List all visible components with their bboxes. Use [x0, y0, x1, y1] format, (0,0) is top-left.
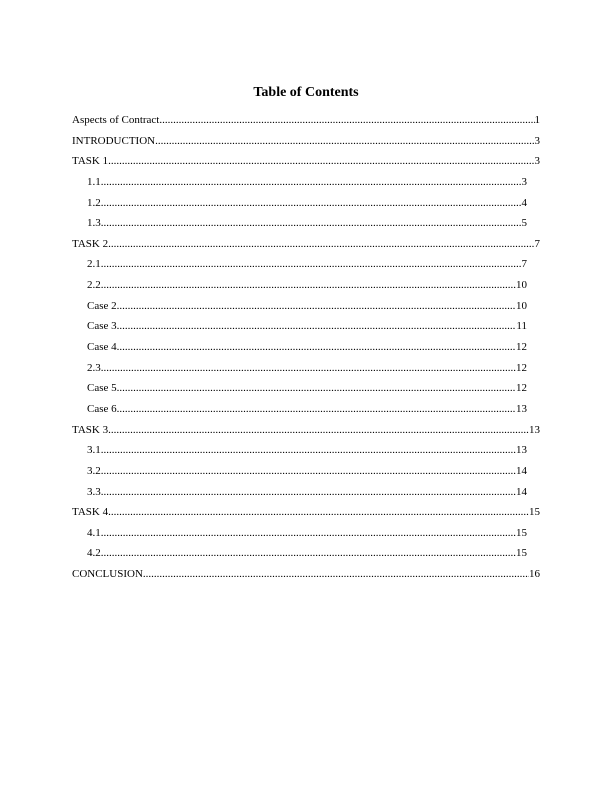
toc-entry[interactable]: [87, 216, 527, 237]
toc-entry-label: 3.2: [87, 464, 101, 477]
toc-entry[interactable]: [87, 319, 527, 340]
toc-entry[interactable]: [87, 402, 527, 423]
toc-entry-page-number: 13: [516, 444, 527, 457]
toc-dot-leader: [101, 196, 522, 210]
toc-entry-label: 1.3: [87, 217, 101, 230]
toc-entry[interactable]: [87, 361, 527, 382]
toc-entry-page-number: 16: [529, 568, 540, 581]
toc-entry-label: Case 5: [87, 382, 117, 395]
toc-entry-label: 2.1: [87, 258, 101, 271]
toc-entry-label: TASK 4: [72, 506, 109, 519]
toc-entry-page-number: 10: [516, 279, 527, 292]
toc-entry-page-number: 3: [534, 155, 540, 168]
toc-entry-label: 2.2: [87, 279, 101, 292]
toc-entry[interactable]: [87, 257, 527, 278]
toc-dot-leader: [108, 154, 534, 168]
toc-entry-label: Case 3: [87, 320, 117, 333]
toc-dot-leader: [117, 402, 516, 416]
toc-entry-label: 3.3: [87, 485, 101, 498]
toc-dot-leader: [117, 299, 516, 313]
toc-entry-page-number: 12: [516, 382, 527, 395]
toc-entry[interactable]: [87, 299, 527, 320]
toc-entry[interactable]: [87, 485, 527, 506]
toc-entry-label: TASK 1: [72, 155, 109, 168]
toc-entry[interactable]: [87, 526, 527, 547]
toc-entry-page-number: 13: [529, 423, 540, 436]
toc-entry-page-number: 11: [516, 320, 527, 333]
toc-entry[interactable]: [87, 196, 527, 217]
toc-entry[interactable]: [72, 237, 540, 258]
toc-entry-label: Case 6: [87, 402, 117, 415]
toc-entry-label: 3.1: [87, 444, 101, 457]
toc-entry[interactable]: [72, 567, 540, 588]
toc-entry-page-number: 1: [534, 114, 540, 126]
toc-entry-page-number: 12: [516, 341, 527, 354]
toc-dot-leader: [159, 113, 534, 127]
toc-entry-page-number: 3: [534, 134, 540, 147]
toc-dot-leader: [101, 464, 516, 478]
toc-entry[interactable]: [87, 340, 527, 361]
toc-entry[interactable]: [87, 546, 527, 567]
toc-entry-page-number: 5: [521, 217, 527, 230]
toc-entry[interactable]: [87, 381, 527, 402]
toc-entry[interactable]: [87, 278, 527, 299]
toc-entry[interactable]: [87, 175, 527, 196]
toc-dot-leader: [108, 237, 534, 251]
toc-entry-page-number: 15: [516, 526, 527, 539]
toc-entry-label: 1.1: [87, 175, 101, 188]
toc-dot-leader: [155, 134, 534, 148]
toc-entry-page-number: 14: [516, 464, 527, 477]
toc-entry-page-number: 13: [516, 402, 527, 415]
toc-dot-leader: [101, 175, 522, 189]
toc-entry-page-number: 3: [521, 175, 527, 188]
toc-entry-page-number: 12: [516, 361, 527, 374]
toc-entry[interactable]: [87, 443, 527, 464]
toc-entry-label: 4.1: [87, 526, 101, 539]
toc-dot-leader: [101, 278, 516, 292]
toc-dot-leader: [101, 257, 522, 271]
toc-entry-label: 1.2: [87, 196, 101, 209]
toc-entry[interactable]: [72, 505, 540, 526]
toc-dot-leader: [143, 567, 529, 581]
toc-entry-label: Case 4: [87, 341, 117, 354]
toc-dot-leader: [108, 423, 529, 437]
toc-dot-leader: [101, 443, 516, 457]
toc-dot-leader: [108, 505, 529, 519]
toc-entry-label: INTRODUCTION: [72, 134, 156, 147]
toc-entry-page-number: 14: [516, 485, 527, 498]
toc-entry[interactable]: [72, 154, 540, 175]
toc-entry-label: CONCLUSION: [72, 568, 143, 581]
toc-entry-page-number: 15: [516, 547, 527, 560]
toc-title: Table of Contents: [253, 85, 359, 100]
toc-dot-leader: [117, 381, 516, 395]
toc-entry-label: Aspects of Contract: [72, 114, 160, 126]
toc-entry-label: TASK 2: [72, 237, 109, 250]
toc-entry-label: 2.3: [87, 361, 101, 374]
toc-entry-label: 4.2: [87, 547, 101, 560]
toc-dot-leader: [101, 216, 522, 230]
toc-dot-leader: [101, 485, 516, 499]
toc-entry[interactable]: [72, 134, 540, 155]
toc-entry[interactable]: [72, 423, 540, 444]
toc-dot-leader: [117, 340, 516, 354]
toc-entry-page-number: 7: [534, 237, 540, 250]
toc-list: [0, 113, 612, 588]
toc-entry-page-number: 4: [521, 196, 527, 209]
toc-dot-leader: [101, 361, 516, 375]
toc-entry-label: TASK 3: [72, 423, 109, 436]
toc-dot-leader: [101, 546, 516, 560]
toc-entry-page-number: 15: [529, 506, 540, 519]
toc-entry-page-number: 10: [516, 299, 527, 312]
toc-entry[interactable]: [72, 113, 540, 134]
toc-dot-leader: [117, 319, 517, 333]
toc-entry-page-number: 7: [521, 258, 527, 271]
toc-dot-leader: [101, 526, 516, 540]
toc-entry-label: Case 2: [87, 299, 117, 312]
toc-entry[interactable]: [87, 464, 527, 485]
